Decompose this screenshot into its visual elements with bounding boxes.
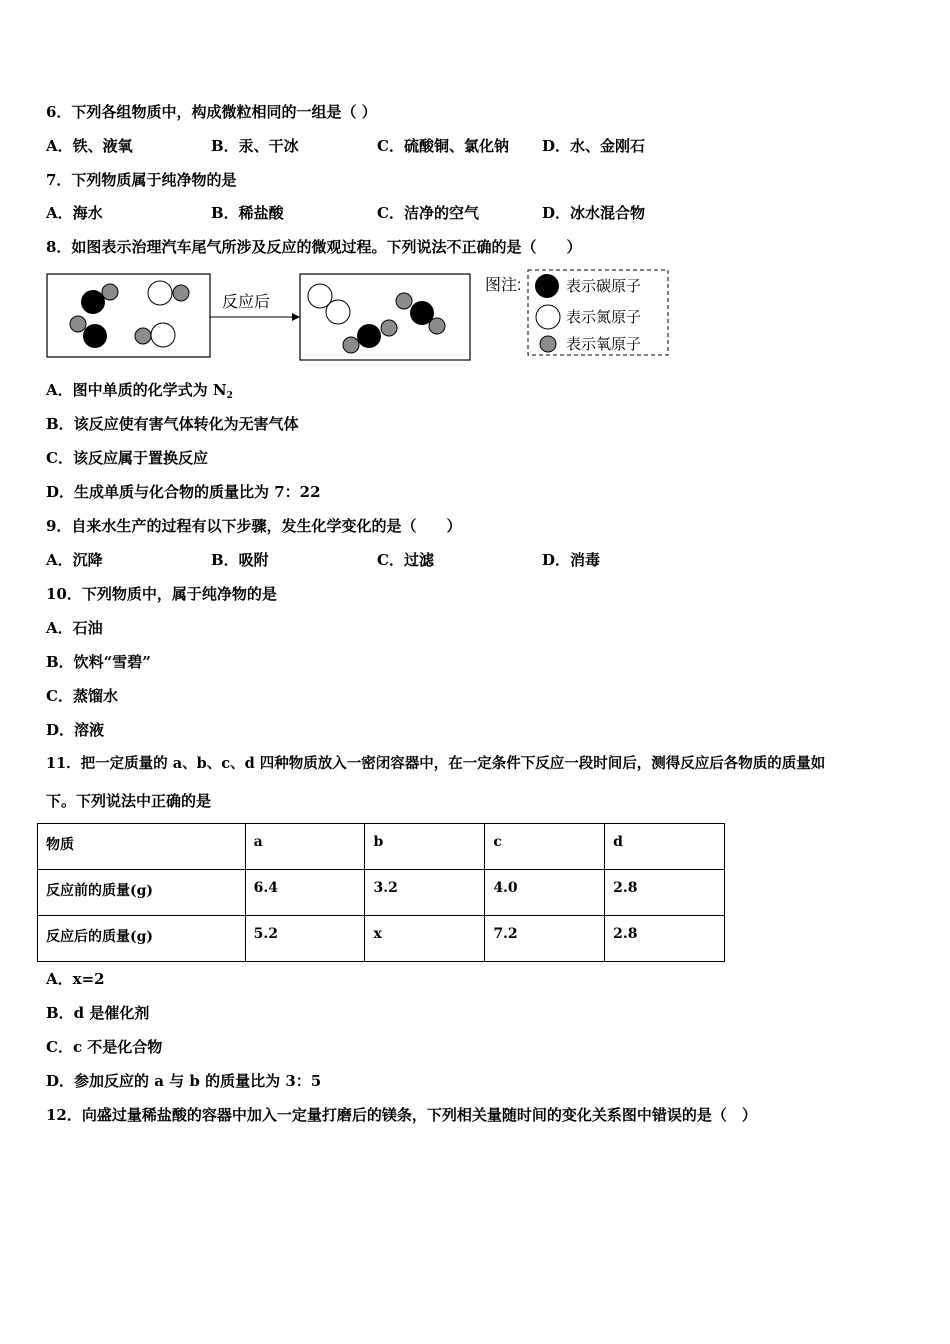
q8-option-b: B．该反应使有害气体转化为无害气体 [46, 415, 299, 433]
table-cell: 4.0 [485, 870, 605, 916]
table-cell: 3.2 [365, 870, 485, 916]
reaction-diagram [0, 262, 700, 366]
table-cell: 2.8 [605, 916, 725, 962]
oxygen-atom [70, 316, 86, 332]
q8-option-a [46, 380, 233, 406]
q10-option-d: D．溶液 [46, 721, 105, 739]
table-cell: 5.2 [245, 916, 365, 962]
legend-oxygen-symbol [540, 336, 556, 352]
arrow-label: 反应后 [222, 294, 271, 311]
q9-option-d: D．消毒 [542, 551, 601, 569]
q6-option-b: B．汞、干冰 [211, 137, 299, 155]
q11-option-c: C．c 不是化合物 [46, 1038, 163, 1056]
oxygen-atom [343, 337, 359, 353]
table-header-row [38, 824, 725, 870]
table-cell: 反应前的质量(g) [38, 870, 246, 916]
q11-stem-line1: 11．把一定质量的 a、b、c、d 四种物质放入一密闭容器中，在一定条件下反应一段时间后，测得反应后各物质的质量如 [46, 755, 826, 772]
legend-oxygen-label: 表示氧原子 [566, 336, 642, 353]
nitrogen-atom [151, 323, 175, 347]
legend-title: 图注: [485, 277, 522, 294]
table-cell: 7.2 [485, 916, 605, 962]
q8-option-a-subscript: 2 [226, 391, 233, 401]
q6-option-d: D．水、金刚石 [542, 137, 646, 155]
q9-option-a: A．沉降 [46, 551, 103, 569]
q7-stem: 7．下列物质属于纯净物的是 [46, 171, 237, 189]
oxygen-atom [429, 318, 445, 334]
table-header-cell: b [365, 824, 485, 870]
legend-nitrogen-symbol [536, 305, 560, 329]
table-row [38, 870, 725, 916]
q10-option-a: A．石油 [46, 619, 103, 637]
q7-option-c: C．洁净的空气 [377, 204, 479, 222]
carbon-atom [81, 290, 105, 314]
q10-option-c: C．蒸馏水 [46, 687, 118, 705]
q8-option-a-text: A．图中单质的化学式为 N [46, 381, 227, 399]
nitrogen-atom [326, 300, 350, 324]
carbon-atom [357, 324, 381, 348]
q7-option-b: B．稀盐酸 [211, 204, 284, 222]
table-cell: x [365, 916, 485, 962]
oxygen-atom [173, 285, 189, 301]
table-header-cell: a [245, 824, 365, 870]
carbon-atom [83, 324, 107, 348]
oxygen-atom [381, 320, 397, 336]
q6-option-c: C．硫酸铜、氯化钠 [377, 137, 509, 155]
q9-stem: 9．自来水生产的过程有以下步骤，发生化学变化的是（ ） [46, 517, 462, 535]
q7-option-a: A．海水 [46, 204, 103, 222]
q8-option-d: D．生成单质与化合物的质量比为 7：22 [46, 483, 321, 501]
q11-stem-line2: 下。下列说法中正确的是 [46, 792, 212, 810]
oxygen-atom [135, 328, 151, 344]
oxygen-atom [396, 293, 412, 309]
q8-option-c: C．该反应属于置换反应 [46, 449, 208, 467]
legend-nitrogen-label: 表示氮原子 [566, 309, 642, 326]
legend-carbon-symbol [535, 274, 559, 298]
reaction-arrowhead [292, 313, 300, 321]
q12-stem: 12．向盛过量稀盐酸的容器中加入一定量打磨后的镁条，下列相关量随时间的变化关系图中错误的是（ ） [46, 1106, 757, 1124]
legend-carbon-label: 表示碳原子 [566, 278, 642, 295]
q11-option-d: D．参加反应的 a 与 b 的质量比为 3：5 [46, 1072, 322, 1090]
nitrogen-atom [148, 281, 172, 305]
q8-stem: 8．如图表示治理汽车尾气所涉及反应的微观过程。下列说法不正确的是（ ） [46, 238, 582, 256]
table-row [38, 916, 725, 962]
table-header-cell: d [605, 824, 725, 870]
q9-option-c: C．过滤 [377, 551, 434, 569]
table-cell: 6.4 [245, 870, 365, 916]
q6-option-a: A．铁、液氧 [46, 137, 133, 155]
mass-table [37, 823, 725, 962]
q10-option-b: B．饮料“雪碧” [46, 653, 151, 671]
table-cell: 2.8 [605, 870, 725, 916]
q11-option-a: A．x=2 [46, 970, 105, 988]
table-header-cell: c [485, 824, 605, 870]
q11-option-b: B．d 是催化剂 [46, 1004, 150, 1022]
q9-option-b: B．吸附 [211, 551, 269, 569]
table-header-cell: 物质 [38, 824, 246, 870]
q7-option-d: D．冰水混合物 [542, 204, 646, 222]
q10-stem: 10．下列物质中，属于纯净物的是 [46, 585, 277, 603]
oxygen-atom [102, 284, 118, 300]
table-cell: 反应后的质量(g) [38, 916, 246, 962]
q6-stem: 6．下列各组物质中，构成微粒相同的一组是（ ） [46, 103, 377, 121]
